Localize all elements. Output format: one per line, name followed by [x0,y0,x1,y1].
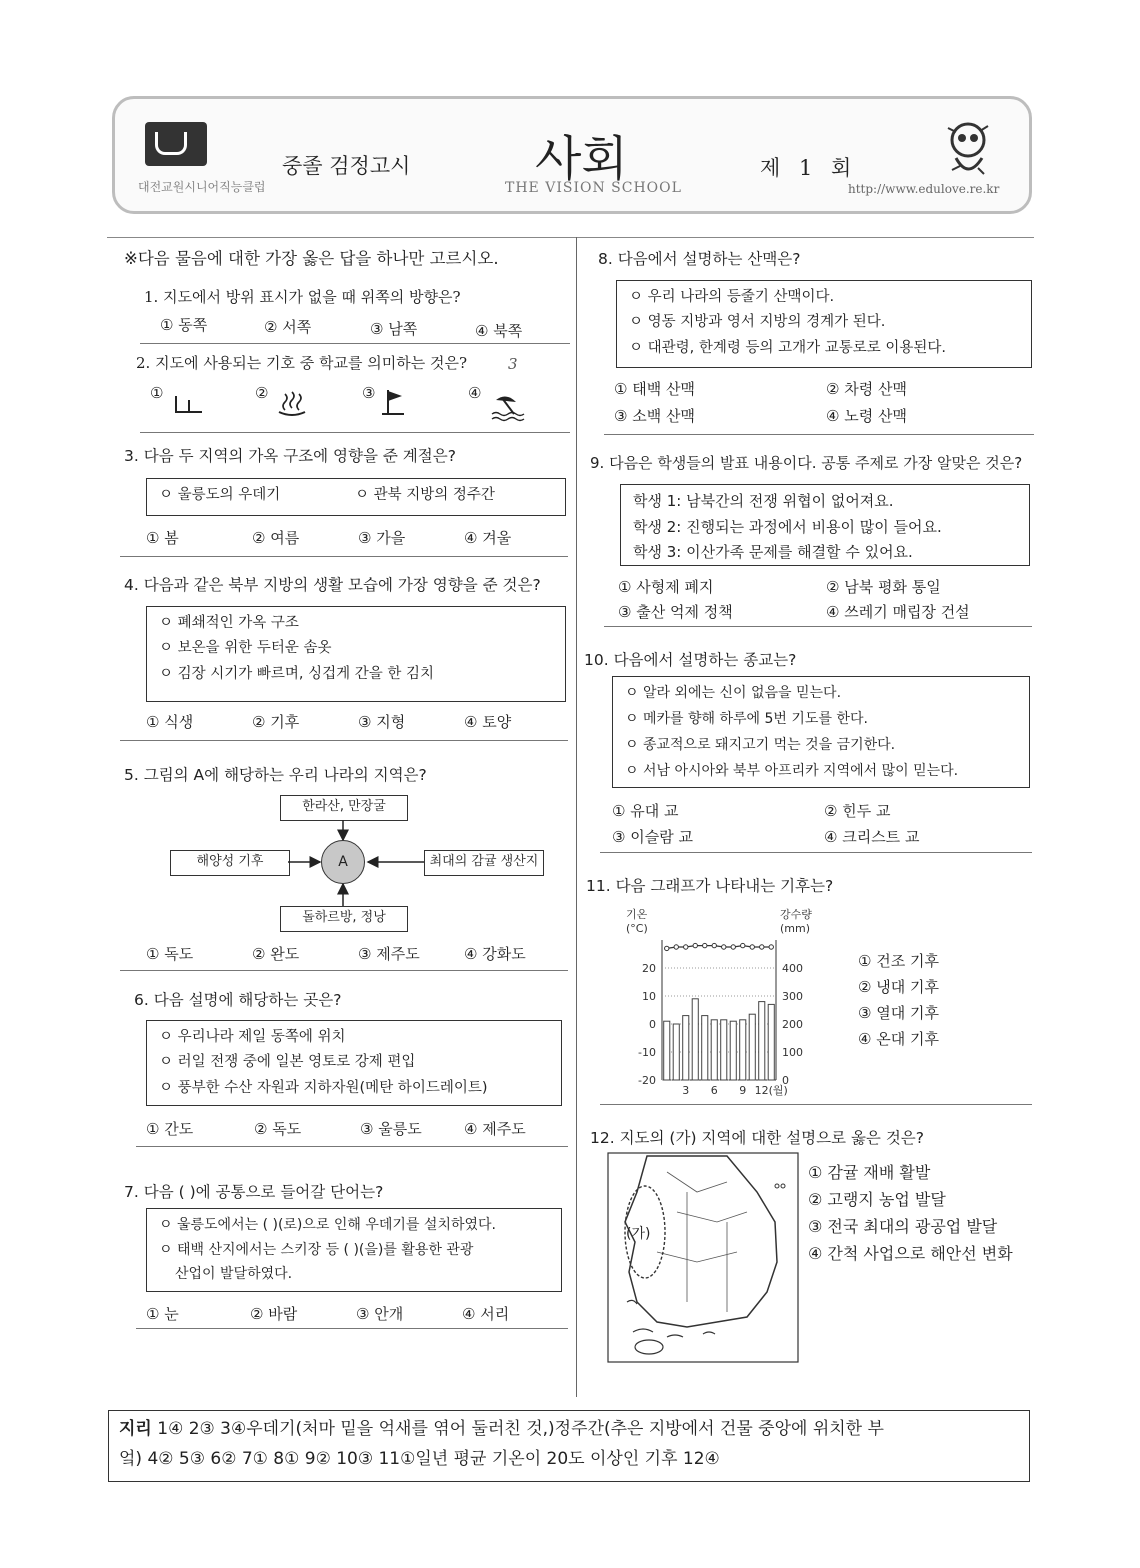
q10-box-item: ㅇ 종교적으로 돼지고기 먹는 것을 금기한다. [625,736,896,753]
precipitation-bar [673,1024,679,1080]
q9-box-item: 학생 3: 이산가족 문제를 해결할 수 있어요. [633,543,913,561]
separator [120,970,568,971]
precipitation-bar [759,1002,765,1080]
q12-option[interactable]: ④ 간척 사업으로 해안선 변화 [808,1244,1013,1263]
q7-option[interactable]: ① 눈 [146,1305,179,1323]
q7-option[interactable]: ④ 서리 [462,1305,510,1323]
separator [604,626,1032,627]
climate-chart [604,900,844,1100]
school-logo [145,122,207,166]
q2-option[interactable]: ② [255,384,269,402]
y-tick-label: 0 [649,1018,656,1031]
exam-round: 제 1 회 [760,156,858,180]
exam-name: 중졸 검정고시 [282,154,411,178]
temperature-point [760,945,764,949]
separator [600,852,1032,853]
q2-option[interactable]: ③ [362,384,376,402]
temperature-point [769,945,773,949]
subject-title: 사회 [535,131,628,187]
temperature-point [750,945,754,949]
q4-box-item: ㅇ 보온을 위한 두터운 솜옷 [159,640,332,657]
column-divider [576,237,577,1397]
q3-box-item: ㅇ 관북 지방의 정주간 [355,487,495,503]
temperature-point [674,945,678,949]
q12-map-label: (가) [626,1226,651,1242]
hot-spring-icon [275,388,309,418]
q11-option[interactable]: ③ 열대 기후 [858,1004,939,1022]
q5-bottom-node: 돌하르방, 정낭 [280,906,408,932]
y2-axis-label: 강수량 [780,908,812,921]
x-tick-label: 6 [710,1084,718,1097]
q7-box-item: ㅇ 울릉도에서는 ( )(로)으로 인해 우데기를 설치하였다. [159,1217,497,1233]
answer-line-1: 1④ 2③ 3④우데기(처마 밑을 억새를 엮어 둘러친 것,)정주간(추은 지방에서 건물 중앙에 위치한 부 [157,1419,884,1439]
q10-title: 10. 다음에서 설명하는 종교는? [584,651,797,669]
separator [140,432,570,433]
q6-option[interactable]: ④ 제주도 [464,1120,526,1138]
temperature-point [741,943,745,947]
temperature-point [731,945,735,949]
q6-box-item: ㅇ 러일 전쟁 중에 일본 영토로 강제 편입 [159,1054,416,1071]
precipitation-bar [692,999,698,1080]
temperature-point [684,945,688,949]
school-symbol-icon [172,392,206,416]
y-axis-label: 기온 [626,908,648,921]
q2-handwritten-mark: 3 [508,355,518,373]
q8-box-item: ㅇ 영동 지방과 영서 지방의 경계가 된다. [629,314,886,331]
x-tick-label: 9 [739,1084,747,1097]
q10-option[interactable]: ① 유대 교 [612,802,679,820]
q5-right-node: 최대의 감귤 생산지 [424,850,544,876]
q3-option[interactable]: ③ 가을 [358,529,406,547]
x-tick-label: 3 [682,1084,690,1097]
precipitation-bar [730,1021,736,1080]
precipitation-bar [683,1016,689,1080]
q7-box-item: 산업이 발달하였다. [175,1266,293,1282]
site-url: http://www.edulove.re.kr [848,182,1000,196]
y2-tick-label: 300 [782,990,803,1003]
q5-option[interactable]: ① 독도 [146,945,194,963]
temperature-point [712,943,716,947]
school-name: THE VISION SCHOOL [505,180,682,196]
temperature-point [703,943,707,947]
separator [120,556,568,557]
y-tick-label: -10 [638,1046,656,1059]
q5-option[interactable]: ④ 강화도 [464,945,526,963]
answer-key [108,1410,1030,1482]
instruction: ※다음 물음에 대한 가장 옳은 답을 하나만 고르시오. [124,249,499,268]
y-tick-label: -20 [638,1074,656,1087]
x-tick-label: 12(월) [754,1084,788,1097]
q3-title: 3. 다음 두 지역의 가옥 구조에 영향을 준 계절은? [124,447,456,465]
separator [136,1146,568,1147]
q6-option[interactable]: ① 간도 [146,1120,194,1138]
q1-title: 1. 지도에서 방위 표시가 없을 때 위쪽의 방향은? [144,288,461,306]
q4-option[interactable]: ① 식생 [146,713,194,731]
q3-option[interactable]: ② 여름 [252,529,300,547]
y2-tick-label: 200 [782,1018,803,1031]
q5-option[interactable]: ③ 제주도 [358,945,420,963]
q1-option[interactable]: ② 서쪽 [264,318,312,336]
y2-axis-unit: (mm) [780,922,811,935]
y2-tick-label: 0 [782,1074,789,1087]
q4-option[interactable]: ③ 지형 [358,713,406,731]
q8-option[interactable]: ④ 노령 산맥 [826,407,907,425]
q5-title: 5. 그림의 A에 해당하는 우리 나라의 지역은? [124,766,427,784]
q6-box-item: ㅇ 우리나라 제일 동쪽에 위치 [159,1029,346,1045]
q11-option[interactable]: ① 건조 기후 [858,952,939,970]
q6-box-item: ㅇ 풍부한 수산 자원과 지하자원(메탄 하이드레이트) [159,1079,488,1096]
flag-icon [380,388,414,418]
q2-title: 2. 지도에 사용되는 기호 중 학교를 의미하는 것은? [136,354,468,372]
q11-option[interactable]: ② 냉대 기후 [858,978,939,996]
q8-box [616,280,1032,368]
q3-box-item: ㅇ 울릉도의 우데기 [159,487,281,503]
q8-box-item: ㅇ 우리 나라의 등줄기 산맥이다. [629,289,835,305]
y-tick-label: 20 [642,962,656,975]
q9-box [620,484,1030,566]
precipitation-bar [702,1016,708,1080]
separator [600,1104,1032,1105]
club-name: 대전교원시니어직능클럽 [138,180,266,194]
q4-box [146,606,566,702]
q9-option[interactable]: ① 사형제 폐지 [618,578,714,596]
q7-option[interactable]: ② 바람 [250,1305,298,1323]
q12-title: 12. 지도의 (가) 지역에 대한 설명으로 옳은 것은? [590,1129,925,1147]
q6-box [146,1020,562,1106]
q6-option[interactable]: ③ 울릉도 [360,1120,422,1138]
q8-option[interactable]: ② 차령 산맥 [826,380,907,398]
temperature-point [693,943,697,947]
q7-option[interactable]: ③ 안개 [356,1305,404,1323]
q4-box-item: ㅇ 김장 시기가 빠르며, 싱겁게 간을 한 김치 [159,665,434,682]
q3-option[interactable]: ④ 겨울 [464,529,512,547]
q4-option[interactable]: ④ 토양 [464,713,512,731]
q6-option[interactable]: ② 독도 [254,1120,302,1138]
precipitation-bar [768,1004,774,1080]
q10-box [612,676,1030,788]
q1-option[interactable]: ③ 남쪽 [370,320,418,338]
q9-option[interactable]: ④ 쓰레기 매립장 건설 [826,603,970,621]
temperature-line [667,946,772,949]
q12-option[interactable]: ② 고랭지 농업 발달 [808,1190,946,1209]
q6-title: 6. 다음 설명에 해당하는 곳은? [134,991,342,1009]
precipitation-bar [721,1020,727,1080]
q7-title: 7. 다음 ( )에 공통으로 들어갈 단어는? [124,1183,384,1201]
q7-box [146,1208,562,1292]
q12-option[interactable]: ① 감귤 재배 활발 [808,1163,931,1182]
q10-box-item: ㅇ 메카를 향해 하루에 5번 기도를 한다. [625,710,868,727]
q2-option[interactable]: ① [150,384,164,402]
q3-option[interactable]: ① 봄 [146,529,179,547]
korea-map [607,1152,799,1364]
q3-box [146,478,566,516]
mascot-icon [938,118,998,188]
q8-box-item: ㅇ 대관령, 한계령 등의 고개가 교통로로 이용된다. [629,339,947,356]
separator [120,740,568,741]
q9-title: 9. 다음은 학생들의 발표 내용이다. 공통 주제로 가장 알맞은 것은? [590,454,1023,472]
q5-option[interactable]: ② 완도 [252,945,300,963]
q8-option[interactable]: ③ 소백 산맥 [614,407,695,425]
q7-box-item: ㅇ 태백 산지에서는 스키장 등 ( )(을)를 활용한 관광 [159,1241,474,1258]
q11-title: 11. 다음 그래프가 나타내는 기후는? [586,877,834,895]
q10-box-item: ㅇ 서남 아시아와 북부 아프리카 지역에서 많이 믿는다. [625,762,959,779]
q10-box-item: ㅇ 알라 외에는 신이 없음을 믿는다. [625,685,842,701]
q2-option[interactable]: ④ [468,384,482,402]
y-tick-label: 10 [642,990,656,1003]
q5-left-node: 해양성 기후 [170,850,290,876]
separator [604,434,1034,435]
q5-top-node: 한라산, 만장굴 [280,795,408,821]
temperature-point [665,946,669,950]
separator [140,343,570,344]
q1-option[interactable]: ① 동쪽 [160,316,208,334]
precipitation-bar [664,1021,670,1080]
q10-option[interactable]: ② 힌두 교 [824,802,891,820]
q8-title: 8. 다음에서 설명하는 산맥은? [598,250,801,268]
q10-option[interactable]: ③ 이슬람 교 [612,828,693,846]
q4-option[interactable]: ② 기후 [252,713,300,731]
q9-box-item: 학생 2: 진행되는 과정에서 비용이 많이 들어요. [633,517,942,536]
q8-option[interactable]: ① 태백 산맥 [614,380,695,398]
answer-line-2: 엌) 4② 5③ 6② 7① 8① 9② 10③ 11①일년 평균 기온이 20도 이상인 기후 12④ [119,1448,720,1469]
precipitation-bar [711,1020,717,1080]
q4-title: 4. 다음과 같은 북부 지방의 생활 모습에 가장 영향을 준 것은? [124,576,541,594]
y2-tick-label: 400 [782,962,803,975]
y2-tick-label: 100 [782,1046,803,1059]
q4-box-item: ㅇ 폐쇄적인 가옥 구조 [159,615,299,631]
q1-option[interactable]: ④ 북쪽 [475,322,523,340]
temperature-point [722,945,726,949]
q9-option[interactable]: ② 남북 평화 통일 [826,578,941,596]
precipitation-bar [749,1014,755,1080]
precipitation-bar [740,1020,746,1080]
separator [136,1328,568,1329]
q9-option[interactable]: ③ 출산 억제 정책 [618,603,733,621]
answer-key-label: 지리 [119,1419,152,1439]
beach-icon [490,392,526,422]
q11-option[interactable]: ④ 온대 기후 [858,1030,939,1048]
y-axis-unit: (°C) [626,922,648,935]
q5-center-node: A [321,840,365,884]
q10-option[interactable]: ④ 크리스트 교 [824,828,920,846]
q9-box-item: 학생 1: 남북간의 전쟁 위협이 없어져요. [633,492,894,510]
q12-option[interactable]: ③ 전국 최대의 광공업 발달 [808,1217,998,1236]
